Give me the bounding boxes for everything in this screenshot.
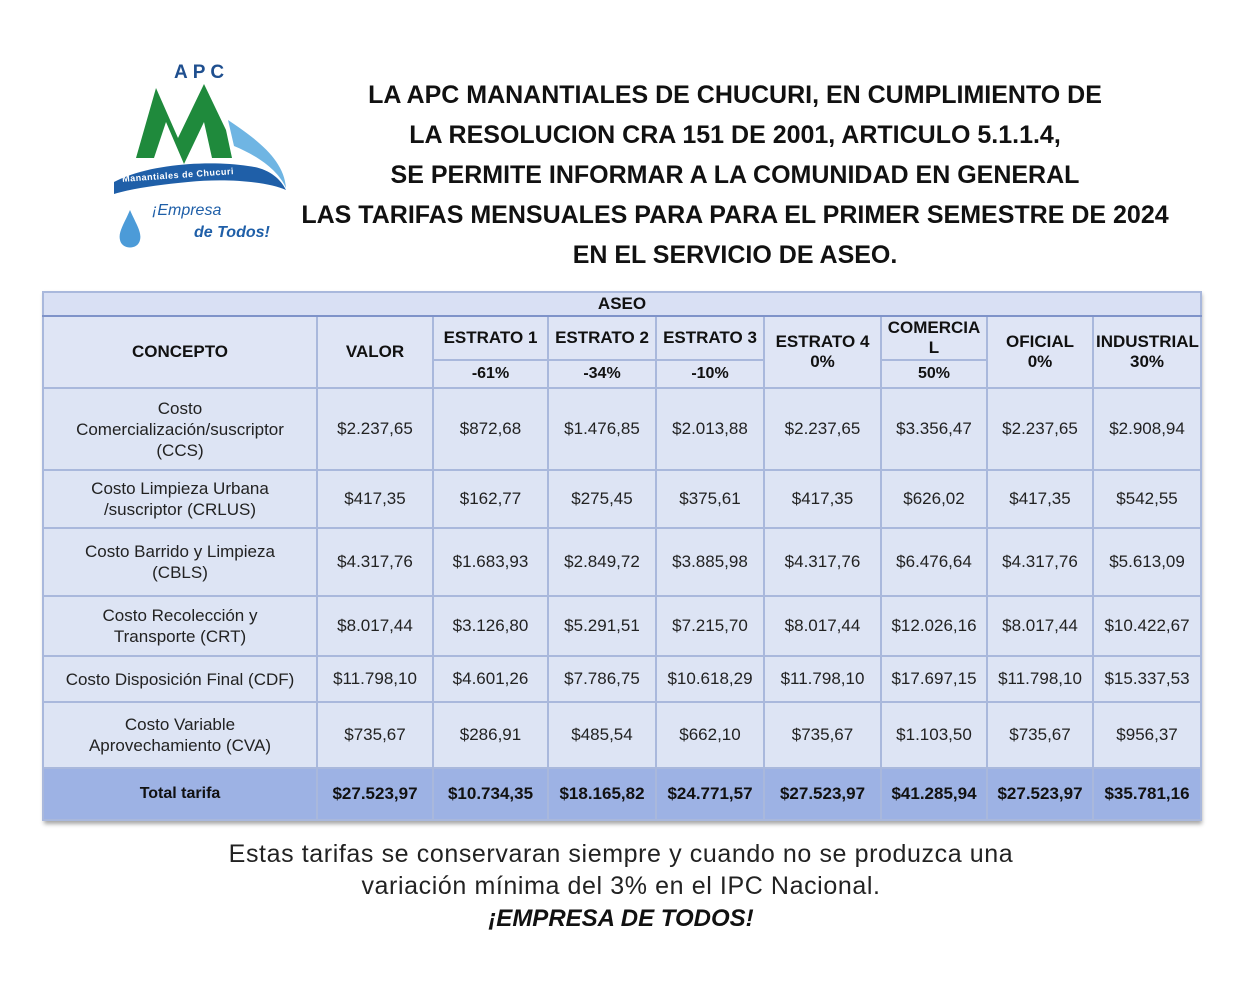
header-estrato4-line2: 0% bbox=[810, 352, 835, 371]
total-estrato1: $10.734,35 bbox=[433, 768, 548, 820]
total-label: Total tarifa bbox=[43, 768, 317, 820]
pct-estrato3: -10% bbox=[656, 360, 764, 388]
cell-industrial: $10.422,67 bbox=[1093, 596, 1201, 656]
header-estrato4-line1: ESTRATO 4 bbox=[775, 332, 870, 351]
heading-line: LAS TARIFAS MENSUALES PARA PARA EL PRIMER SEMESTRE DE 2024 bbox=[301, 201, 1169, 229]
cell-estrato4: $735,67 bbox=[764, 702, 881, 768]
cell-estrato2: $1.476,85 bbox=[548, 388, 656, 470]
footer-slogan: ¡EMPRESA DE TODOS! bbox=[488, 905, 754, 932]
concepto-line: Aprovechamiento (CVA) bbox=[88, 736, 272, 755]
tariff-table-wrapper bbox=[42, 291, 1200, 821]
pct-estrato2: -34% bbox=[548, 360, 656, 388]
row-concepto bbox=[43, 656, 317, 702]
cell-valor: $11.798,10 bbox=[317, 656, 433, 702]
total-industrial: $35.781,16 bbox=[1093, 768, 1201, 820]
cell-estrato2: $7.786,75 bbox=[548, 656, 656, 702]
cell-oficial: $2.237,65 bbox=[987, 388, 1093, 470]
concepto-line: Costo bbox=[157, 398, 203, 418]
cell-comercial: $6.476,64 bbox=[881, 528, 987, 596]
cell-oficial: $8.017,44 bbox=[987, 596, 1093, 656]
header-oficial bbox=[987, 316, 1093, 388]
table-row bbox=[43, 528, 1201, 596]
tariff-table bbox=[42, 291, 1202, 821]
logo-slogan-line2: de Todos! bbox=[194, 224, 270, 241]
total-row bbox=[43, 768, 1201, 820]
header-estrato2: ESTRATO 2 bbox=[548, 316, 656, 360]
total-oficial: $27.523,97 bbox=[987, 768, 1093, 820]
logo-band-text: Manantiales de Chucuri bbox=[121, 166, 235, 184]
cell-oficial: $417,35 bbox=[987, 470, 1093, 528]
header-comercial-line2: L bbox=[928, 338, 940, 357]
cell-valor: $2.237,65 bbox=[317, 388, 433, 470]
cell-valor: $417,35 bbox=[317, 470, 433, 528]
heading-line: SE PERMITE INFORMAR A LA COMUNIDAD EN GENERAL bbox=[390, 161, 1080, 189]
heading-line: LA RESOLUCION CRA 151 DE 2001, ARTICULO 5.1.1.4, bbox=[409, 121, 1061, 149]
table-row bbox=[43, 702, 1201, 768]
total-comercial: $41.285,94 bbox=[881, 768, 987, 820]
cell-valor: $8.017,44 bbox=[317, 596, 433, 656]
footer-line1: Estas tarifas se conservaran siempre y cuando no se produzca una bbox=[228, 840, 1014, 868]
concepto-line: (CBLS) bbox=[152, 563, 208, 582]
cell-comercial: $1.103,50 bbox=[881, 702, 987, 768]
cell-valor: $735,67 bbox=[317, 702, 433, 768]
cell-estrato4: $2.237,65 bbox=[764, 388, 881, 470]
row-concepto bbox=[43, 388, 317, 470]
header-industrial-line2: 30% bbox=[1130, 352, 1165, 371]
pct-comercial: 50% bbox=[881, 360, 987, 388]
row-concepto bbox=[43, 702, 317, 768]
cell-estrato2: $5.291,51 bbox=[548, 596, 656, 656]
concepto-line: Transporte (CRT) bbox=[113, 627, 247, 646]
logo-slogan-line1: ¡Empresa bbox=[152, 202, 222, 219]
cell-estrato3: $375,61 bbox=[656, 470, 764, 528]
concepto-line: Costo Barrido y Limpieza bbox=[85, 542, 275, 561]
cell-estrato1: $3.126,80 bbox=[433, 596, 548, 656]
table-row bbox=[43, 388, 1201, 470]
total-estrato2: $18.165,82 bbox=[548, 768, 656, 820]
table-row bbox=[43, 656, 1201, 702]
heading-line: EN EL SERVICIO DE ASEO. bbox=[572, 241, 898, 269]
header-oficial-line1: OFICIAL bbox=[1006, 332, 1074, 351]
header-industrial bbox=[1093, 316, 1201, 388]
page-heading bbox=[300, 75, 1170, 275]
pct-estrato1: -61% bbox=[433, 360, 548, 388]
cell-oficial: $4.317,76 bbox=[987, 528, 1093, 596]
drop-icon bbox=[120, 210, 141, 248]
total-estrato3: $24.771,57 bbox=[656, 768, 764, 820]
cell-comercial: $626,02 bbox=[881, 470, 987, 528]
table-row bbox=[43, 470, 1201, 528]
concepto-line: Costo Limpieza Urbana bbox=[91, 479, 269, 498]
cell-comercial: $3.356,47 bbox=[881, 388, 987, 470]
header-comercial bbox=[881, 316, 987, 360]
cell-estrato1: $1.683,93 bbox=[433, 528, 548, 596]
cell-estrato1: $872,68 bbox=[433, 388, 548, 470]
cell-estrato3: $2.013,88 bbox=[656, 388, 764, 470]
cell-comercial: $17.697,15 bbox=[881, 656, 987, 702]
cell-estrato1: $162,77 bbox=[433, 470, 548, 528]
cell-comercial: $12.026,16 bbox=[881, 596, 987, 656]
total-valor: $27.523,97 bbox=[317, 768, 433, 820]
header-estrato4 bbox=[764, 316, 881, 388]
header-oficial-line2: 0% bbox=[1027, 352, 1053, 371]
header-concepto: CONCEPTO bbox=[43, 316, 317, 388]
footer-line2: variación mínima del 3% en el IPC Nacional. bbox=[361, 872, 881, 900]
row-concepto bbox=[43, 596, 317, 656]
cell-industrial: $956,37 bbox=[1093, 702, 1201, 768]
cell-estrato3: $3.885,98 bbox=[656, 528, 764, 596]
cell-estrato3: $10.618,29 bbox=[656, 656, 764, 702]
logo bbox=[108, 60, 298, 255]
cell-valor: $4.317,76 bbox=[317, 528, 433, 596]
cell-estrato1: $4.601,26 bbox=[433, 656, 548, 702]
cell-industrial: $15.337,53 bbox=[1093, 656, 1201, 702]
header-estrato3: ESTRATO 3 bbox=[656, 316, 764, 360]
cell-estrato4: $417,35 bbox=[764, 470, 881, 528]
concepto-line: Costo Variable bbox=[124, 715, 236, 734]
heading-line: LA APC MANANTIALES DE CHUCURI, EN CUMPLIMIENTO DE bbox=[368, 81, 1102, 109]
logo-acronym: APC bbox=[174, 62, 230, 83]
header-estrato1: ESTRATO 1 bbox=[433, 316, 548, 360]
cell-estrato2: $2.849,72 bbox=[548, 528, 656, 596]
cell-estrato4: $8.017,44 bbox=[764, 596, 881, 656]
cell-oficial: $11.798,10 bbox=[987, 656, 1093, 702]
concepto-line: (CCS) bbox=[156, 440, 204, 460]
cell-oficial: $735,67 bbox=[987, 702, 1093, 768]
header-comercial-line1: COMERCIA bbox=[887, 318, 981, 337]
concepto-line: Comercialización/suscriptor bbox=[76, 419, 284, 439]
cell-estrato4: $11.798,10 bbox=[764, 656, 881, 702]
cell-estrato4: $4.317,76 bbox=[764, 528, 881, 596]
table-row bbox=[43, 596, 1201, 656]
row-concepto bbox=[43, 470, 317, 528]
table-title: ASEO bbox=[43, 292, 1201, 316]
cell-estrato1: $286,91 bbox=[433, 702, 548, 768]
cell-estrato2: $275,45 bbox=[548, 470, 656, 528]
total-estrato4: $27.523,97 bbox=[764, 768, 881, 820]
cell-estrato3: $7.215,70 bbox=[656, 596, 764, 656]
header-valor: VALOR bbox=[317, 316, 433, 388]
cell-estrato2: $485,54 bbox=[548, 702, 656, 768]
row-concepto bbox=[43, 528, 317, 596]
cell-industrial: $5.613,09 bbox=[1093, 528, 1201, 596]
cell-industrial: $542,55 bbox=[1093, 470, 1201, 528]
concepto-line: Costo Recolección y bbox=[102, 606, 258, 625]
cell-industrial: $2.908,94 bbox=[1093, 388, 1201, 470]
header-industrial-line1: INDUSTRIAL bbox=[1096, 332, 1199, 351]
concepto-line: Costo Disposición Final (CDF) bbox=[65, 669, 295, 689]
logo-m-shape bbox=[136, 84, 232, 164]
cell-estrato3: $662,10 bbox=[656, 702, 764, 768]
concepto-line: /suscriptor (CRLUS) bbox=[103, 500, 257, 519]
